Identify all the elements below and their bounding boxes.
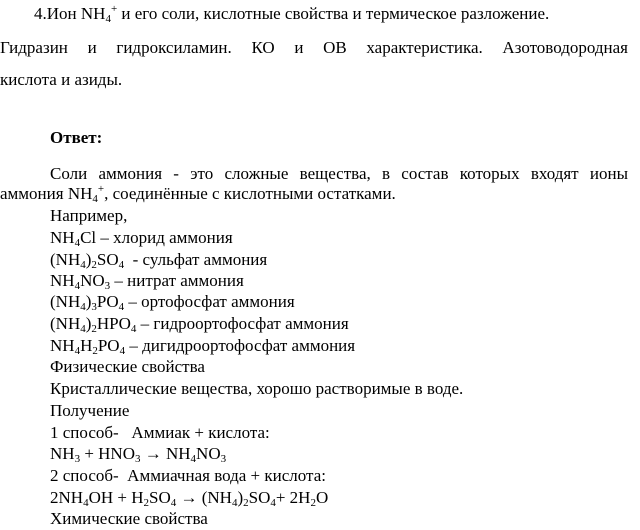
salt-item: $(NH_4)_2HPO_4$ – гидроортофосфат аммония — [50, 314, 349, 335]
chemical-heading: Химические свойства — [50, 509, 208, 528]
physical-heading: Физические свойства — [50, 357, 205, 376]
question-line-1: 4.Ион $NH_4^+$ и его соли, кислотные свойства и термическое разложение. — [34, 3, 550, 25]
answer-heading: Ответ: — [50, 128, 103, 147]
method-1-label: 1 способ- Аммиак + кислота: — [50, 423, 270, 442]
salt-item: $NH_4Cl$ – хлорид аммония — [50, 228, 233, 249]
preparation-heading: Получение — [50, 401, 130, 420]
salt-item: $NH_4NO_3$ – нитрат аммония — [50, 271, 244, 292]
question-line-3: кислота и азиды. — [0, 70, 123, 89]
question-line-2: Гидразин и гидроксиламин. КО и ОВ характеристика. Азотоводородная — [0, 38, 628, 57]
method-1-equation: $NH_3 + HNO_3 \to NH_4NO_3$ — [50, 444, 227, 465]
example-label: Например, — [50, 206, 128, 225]
intro-line-1: Соли аммония - это сложные вещества, в состав которых входят ионы — [50, 164, 628, 183]
salt-item: $(NH_4)_2SO_4$ - сульфат аммония — [50, 250, 268, 271]
intro-line-2: аммония $NH_4^+$, соединённые с кислотными остатками. — [0, 183, 396, 205]
salt-item: $(NH_4)_3PO_4$ – ортофосфат аммония — [50, 292, 295, 313]
method-2-equation: $2NH_4OH + H_2SO_4 \to (NH_4)_2SO_4+ 2H_2O$ — [50, 488, 329, 509]
physical-text: Кристаллические вещества, хорошо растворимые в воде. — [50, 379, 464, 398]
method-2-label: 2 способ- Аммиачная вода + кислота: — [50, 466, 326, 485]
salt-item: $NH_4H_2PO_4$ – дигидроортофосфат аммония — [50, 336, 356, 357]
